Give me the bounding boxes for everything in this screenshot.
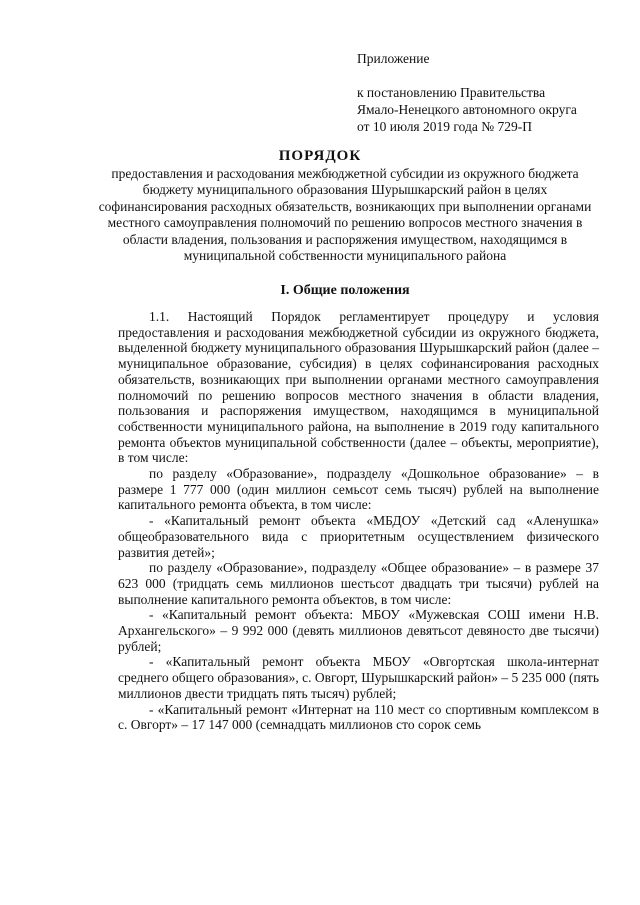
appendix-label: Приложение <box>357 51 430 66</box>
document-subtitle: предоставления и расходования межбюджетной субсидии из окружного бюджета бюджету муниципального образования Шурышкарский район в целях софинансирования расходных обязательств, возникающих при выполнении органами местного самоуправления полномочий по решению вопросов местного значения в области владения, пользования и распоряжения имуществом, находящимся в муниципальной собственности муниципального района <box>98 166 592 264</box>
list-item-ovgort-boarding-house: - «Капитальный ремонт «Интернат на 110 мест со спортивным комплексом в с. Овгорт» – 17 147 000 (семнадцать миллионов сто сорок семь <box>118 701 599 733</box>
spacer <box>357 67 577 84</box>
list-item-ovgort-boarding-school: - «Капитальный ремонт объекта МБОУ «Овгортская школа-интернат среднего общего образования», с. Овгорт, Шурышкарский район» – 5 235 000 (пять миллионов двести тридцать пять тысяч) рублей; <box>118 654 599 701</box>
list-item-alenushka: - «Капитальный ремонт объекта «МБДОУ «Детский сад «Аленушка» общеобразовательного вида с приоритетным осуществлением физического развития детей»; <box>118 513 599 560</box>
paragraph-general-education: по разделу «Образование», подразделу «Общее образование» – в размере 37 623 000 (тридцать семь миллионов шестьсот двадцать три тысячи) рублей на выполнение капитального ремонта объектов, в том числе: <box>118 560 599 607</box>
appendix-header <box>357 50 577 135</box>
section-body <box>118 309 599 733</box>
appendix-line-3: от 10 июля 2019 года № 729-П <box>357 119 532 134</box>
paragraph-preschool: по разделу «Образование», подразделу «Дошкольное образование» – в размере 1 777 000 (один миллион семьсот семь тысяч) рублей на выполнение капитального ремонта объекта, в том числе: <box>118 466 599 513</box>
list-item-muzhi-school: - «Капитальный ремонт объекта: МБОУ «Мужевская СОШ имени Н.В. Архангельского» – 9 992 000 (девять миллионов девятьсот девяносто две тысячи) рублей; <box>118 607 599 654</box>
appendix-line-2: Ямало-Ненецкого автономного округа <box>357 102 577 117</box>
document-title: ПОРЯДОК <box>278 148 362 164</box>
section-heading: I. Общие положения <box>280 283 410 298</box>
paragraph-1-1: 1.1. Настоящий Порядок регламентирует процедуру и условия предоставления и расходования межбюджетной субсидии из окружного бюджета, выделенной бюджету муниципального образования Шурышкарский район (далее – муниципальное образование, субсидия) в целях софинансирования расходных обязательств, возникающих при выполнении органами местного самоуправления полномочий по решению вопросов местного значения в области владения, пользования и распоряжения имуществом, находящимся в муниципальной собственности муниципального района, на выполнение в 2019 году капитального ремонта объектов муниципальной собственности (далее – объекты, мероприятие), в том числе: <box>118 309 599 466</box>
appendix-line-1: к постановлению Правительства <box>357 85 546 100</box>
